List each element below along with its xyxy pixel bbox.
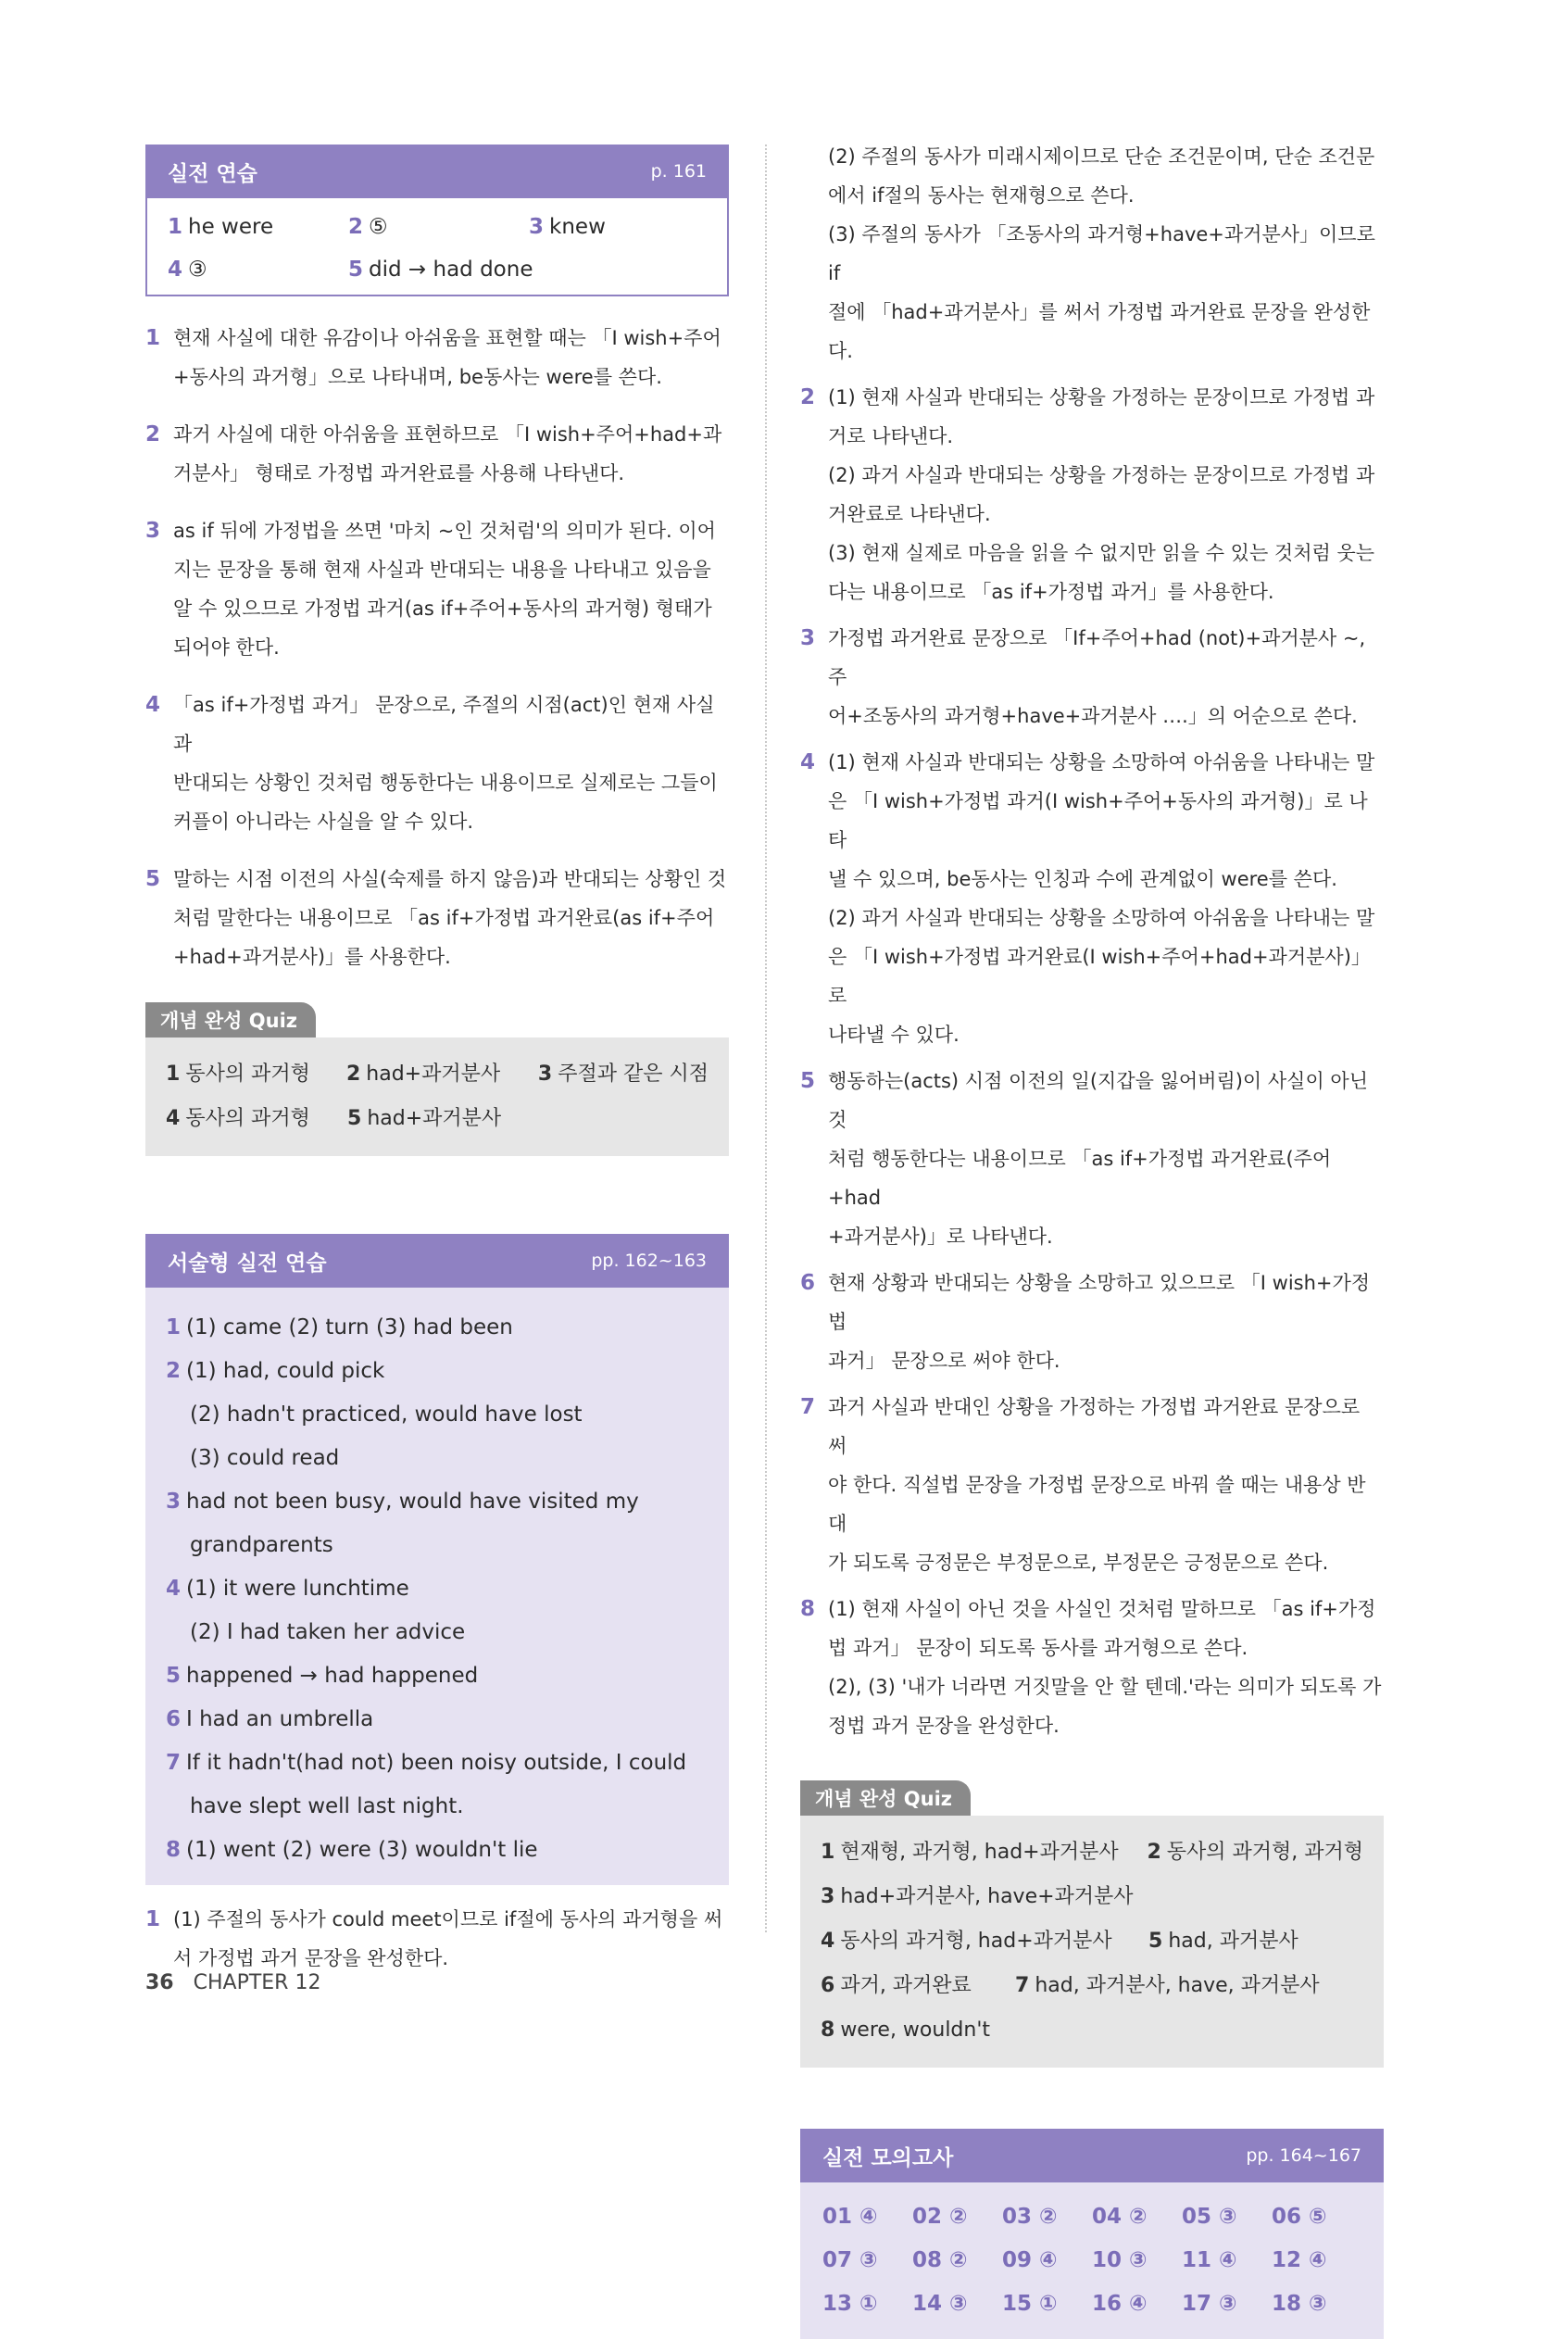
mock-answer: 10 ③ [1092, 2248, 1148, 2272]
practice-section [145, 145, 729, 296]
answer-item: 5 did → had done [348, 258, 533, 282]
writing-answer: 8 (1) went (2) were (3) wouldn't lie [166, 1838, 538, 1862]
mock-answer: 04 ② [1092, 2205, 1148, 2229]
quiz-item: 4 동사의 과거형, had+과거분사 [821, 1930, 1112, 1953]
quiz-row [821, 1830, 1363, 1875]
writing-pages: pp. 162~163 [591, 1251, 707, 1271]
writing-answer: 3 had not been busy, would have visited my [166, 1490, 639, 1514]
mock-row [822, 2282, 1361, 2326]
mock-section [800, 2129, 1384, 2339]
writing-answer: 4 (1) it were lunchtime [166, 1577, 409, 1601]
explanation-item: 7 과거 사실과 반대인 상황을 가정하는 가정법 과거완료 문장으로 써 야 한다. 직설법 문장을 가정법 문장으로 바꿔 쓸 때는 내용상 반대 가 되도록 긍정문은 부정문으로, 부정문은 긍정문으로 쓴다. [800, 1395, 1366, 1574]
quiz-row [821, 2008, 1363, 2053]
writing-answers [145, 1288, 729, 1885]
mock-pages: pp. 164~167 [1246, 2145, 1361, 2166]
explanation-item: 1 현재 사실에 대한 유감이나 아쉬움을 표현할 때는 「I wish+주어 +동사의 과거형」으로 나타내며, be동사는 were를 쓴다. [145, 326, 721, 388]
mock-answer: 17 ③ [1182, 2292, 1237, 2316]
answer-item: 4 ③ [168, 258, 207, 282]
mock-answer: 12 ④ [1272, 2248, 1327, 2272]
mock-row [822, 2195, 1361, 2239]
explanation-item: 1 (1) 주절의 동사가 could meet이므로 if절에 동사의 과거형을 써 서 가정법 과거 문장을 완성한다. [145, 1907, 723, 1969]
quiz-item: 3 주절과 같은 시점 [537, 1063, 709, 1086]
explanation-item: 3 as if 뒤에 가정법을 쓰면 '마치 ~인 것처럼'의 의미가 된다. 이어 지는 문장을 통해 현재 사실과 반대되는 내용을 나타내고 있음을 알 수 있으므로 가정법 과거(as if+주어+동사의 과거형) 형태가 되어야 한다. [145, 519, 716, 659]
mock-answers [800, 2182, 1384, 2339]
mock-answer: 16 ④ [1092, 2292, 1148, 2316]
right-column [800, 137, 1384, 2339]
mock-answer: 02 ② [912, 2205, 968, 2229]
mock-title: 실전 모의고사 [822, 2145, 954, 2170]
writing-answer: 6 I had an umbrella [166, 1707, 374, 1731]
mock-row [822, 2239, 1361, 2282]
writing-title: 서술형 실전 연습 [168, 1251, 327, 1276]
quiz-item: 7 had, 과거분사, have, 과거분사 [1015, 1974, 1320, 1997]
mock-answer: 06 ⑤ [1272, 2205, 1327, 2229]
left-column [145, 145, 729, 1978]
explanation-item: 5 행동하는(acts) 시점 이전의 일(지갑을 잃어버림)이 사실이 아닌 것 처럼 행동한다는 내용이므로 「as if+가정법 과거완료(주어+had +과거분사)」로 나타낸다. [800, 1069, 1368, 1248]
quiz-row [821, 1919, 1363, 1964]
quiz-tab: 개념 완성 Quiz [800, 1780, 971, 1816]
quiz-item: 3 had+과거분사, have+과거분사 [821, 1885, 1134, 1908]
explanation-item: 2 (1) 현재 사실과 반대되는 상황을 가정하는 문장이므로 가정법 과 거로 나타낸다. (2) 과거 사실과 반대되는 상황을 가정하는 문장이므로 가정법 과 거완료로 나타낸다. (3) 현재 실제로 마음을 읽을 수 없지만 읽을 수 있는 것처럼 웃는 다는 내용이므로 「as if+가정법 과거」를 사용한다. [800, 385, 1375, 603]
explanation-item: 3 가정법 과거완료 문장으로 「If+주어+had (not)+과거분사 ~, 주 어+조동사의 과거형+have+과거분사 ….」의 어순으로 쓴다. [800, 626, 1366, 727]
quiz-item: 2 had+과거분사 [345, 1063, 501, 1086]
mock-answer: 09 ④ [1002, 2248, 1058, 2272]
quiz-row [821, 1964, 1363, 2008]
mock-answer: 08 ② [912, 2248, 968, 2272]
explanation-item: 8 (1) 현재 사실이 아닌 것을 사실인 것처럼 말하므로 「as if+가정 법 과거」 문장이 되도록 동사를 과거형으로 쓴다. (2), (3) '내가 너라면 거짓말을 안 할 텐데.'라는 의미가 되도록 가 정법 과거 문장을 완성한다. [800, 1597, 1382, 1737]
quiz-section-1 [145, 1002, 729, 1156]
practice-answers [145, 198, 729, 296]
mock-answer: 01 ④ [822, 2205, 878, 2229]
writing-explanations-left [145, 1900, 729, 1978]
quiz-item: 5 had, 과거분사 [1148, 1930, 1298, 1953]
quiz-row [166, 1052, 709, 1097]
quiz-tab: 개념 완성 Quiz [145, 1002, 316, 1037]
quiz-item: 4 동사의 과거형 [166, 1107, 310, 1130]
answer-item: 2 ⑤ [348, 215, 388, 239]
explanation-item: 4 (1) 현재 사실과 반대되는 상황을 소망하여 아쉬움을 나타내는 말 은 「I wish+가정법 과거(I wish+주어+동사의 과거형)」로 나타 낼 수 있으며, be동사는 인칭과 수에 관계없이 were를 쓴다. (2) 과거 사실과 반대되는 상황을 소망하여 아쉬움을 나타내는 말 은 「I wish+가정법 과거완료(I wish+주어+had+과거분사)」로 나타낼 수 있다. [800, 750, 1375, 1046]
mock-answer: 14 ③ [912, 2292, 968, 2316]
writing-section [145, 1234, 729, 1885]
quiz-item: 2 동사의 과거형, 과거형 [1147, 1841, 1363, 1864]
quiz-row [166, 1097, 709, 1141]
explanation-item: 5 말하는 시점 이전의 사실(숙제를 하지 않음)과 반대되는 상황인 것 처럼 말한다는 내용이므로 「as if+가정법 과거완료(as if+주어 +had+과거분사)」를 사용한다. [145, 867, 727, 968]
explanation-item: (2) 주절의 동사가 미래시제이므로 단순 조건문이며, 단순 조건문 에서 if절의 동사는 현재형으로 쓴다. (3) 주절의 동사가 「조동사의 과거형+have+과거분사」이므로 if 절에 「had+과거분사」를 써서 가정법 과거완료 문장을 완성한다. [828, 145, 1375, 362]
writing-answer-line: (2) hadn't practiced, would have lost [190, 1402, 583, 1427]
column-divider [765, 145, 767, 1932]
mock-answer: 11 ④ [1182, 2248, 1237, 2272]
quiz-item: 1 현재형, 과거형, had+과거분사 [821, 1841, 1119, 1864]
writing-answer-line: grandparents [190, 1533, 333, 1557]
mock-answer: 03 ② [1002, 2205, 1058, 2229]
quiz-section-2 [800, 1780, 1384, 2068]
writing-answer-line: (3) could read [190, 1446, 340, 1470]
quiz-item: 8 were, wouldn't [821, 2018, 991, 2042]
writing-answer: 2 (1) had, could pick [166, 1359, 385, 1383]
practice-page: p. 161 [650, 161, 707, 182]
answer-item: 1 he were [168, 215, 274, 239]
quiz-row [821, 1875, 1363, 1919]
quiz-box [145, 1037, 729, 1156]
writing-header [145, 1234, 729, 1288]
writing-answer: 1 (1) came (2) turn (3) had been [166, 1315, 513, 1339]
mock-answer: 15 ① [1002, 2292, 1058, 2316]
writing-answer-line: have slept well last night. [190, 1794, 464, 1818]
mock-answer: 13 ① [822, 2292, 878, 2316]
explanation-item: 4 「as if+가정법 과거」 문장으로, 주절의 시점(act)인 현재 사실과 반대되는 상황인 것처럼 행동한다는 내용이므로 실제로는 그들이 커플이 아니라는 사실을 알 수 있다. [145, 693, 718, 833]
practice-title: 실전 연습 [168, 161, 257, 186]
explanation-item: 2 과거 사실에 대한 아쉬움을 표현하므로 「I wish+주어+had+과 거분사」 형태로 가정법 과거완료를 사용해 나타낸다. [145, 422, 722, 484]
quiz-box [800, 1816, 1384, 2068]
writing-answer: 7 If it hadn't(had not) been noisy outside, I could [166, 1751, 687, 1775]
mock-answer: 07 ③ [822, 2248, 878, 2272]
mock-answer: 05 ③ [1182, 2205, 1237, 2229]
practice-explanations [145, 319, 729, 976]
chapter-label: CHAPTER 12 [193, 1971, 321, 1994]
page-number: 36 [145, 1971, 174, 1994]
quiz-item: 6 과거, 과거완료 [821, 1974, 972, 1997]
writing-answer-line: (2) I had taken her advice [190, 1620, 466, 1644]
writing-explanations-right [800, 137, 1384, 1745]
quiz-item: 1 동사의 과거형 [166, 1063, 310, 1086]
mock-answer: 18 ③ [1272, 2292, 1327, 2316]
answer-item: 3 knew [529, 215, 606, 239]
explanation-item: 6 현재 상황과 반대되는 상황을 소망하고 있으므로 「I wish+가정법 과거」 문장으로 써야 한다. [800, 1271, 1371, 1372]
quiz-item: 5 had+과거분사 [347, 1107, 502, 1130]
writing-answer: 5 happened → had happened [166, 1664, 479, 1688]
practice-header [145, 145, 729, 198]
mock-header [800, 2129, 1384, 2182]
page-footer [145, 1971, 320, 1994]
